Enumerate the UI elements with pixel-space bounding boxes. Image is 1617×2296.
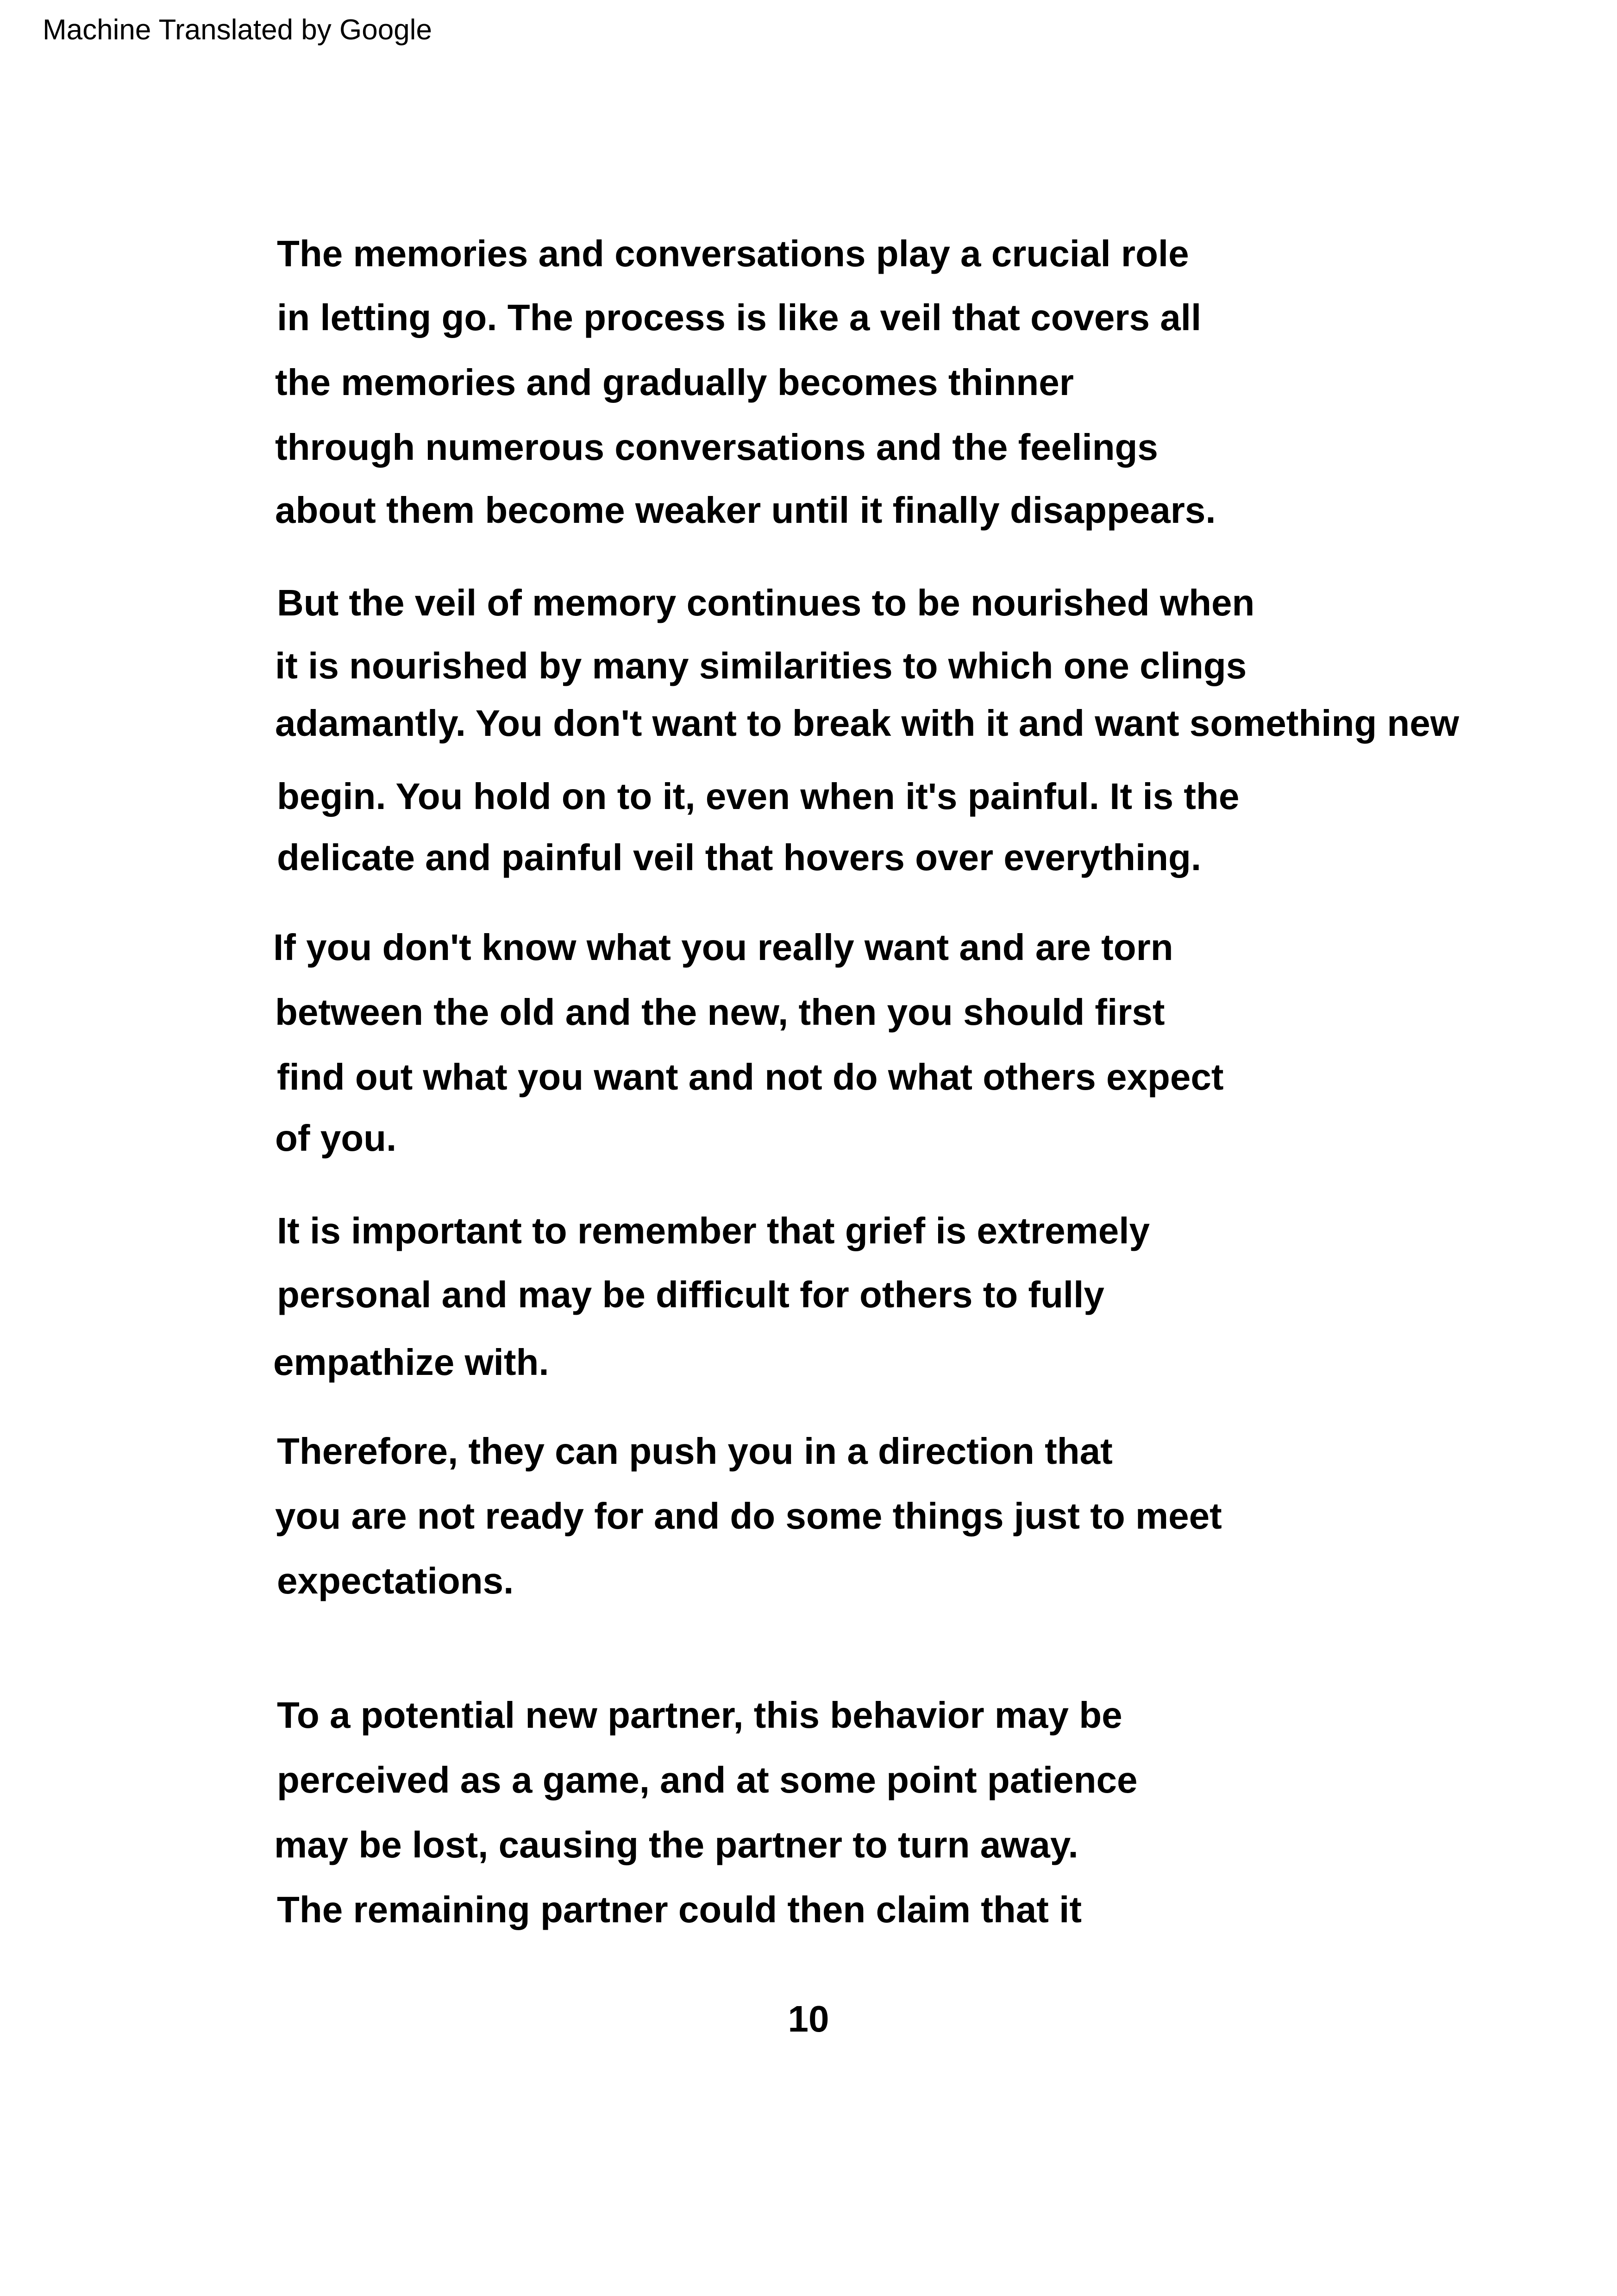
text-line: empathize with. [273,1342,549,1383]
text-line: of you. [275,1117,397,1159]
text-line: It is important to remember that grief is extremely [277,1210,1150,1251]
text-line: you are not ready for and do some things just to meet [275,1495,1222,1537]
text-line: the memories and gradually becomes thinner [275,362,1074,403]
text-line: find out what you want and not do what others expect [277,1056,1224,1098]
text-line: about them become weaker until it finally disappears. [275,489,1216,531]
text-line: begin. You hold on to it, even when it's painful. It is the [277,776,1240,817]
text-line: The memories and conversations play a crucial role [277,233,1189,274]
text-line: may be lost, causing the partner to turn away. [274,1824,1078,1865]
text-line: delicate and painful veil that hovers over everything. [277,837,1202,878]
text-line: The remaining partner could then claim that it [277,1889,1082,1930]
text-line: personal and may be difficult for others to fully [277,1274,1104,1315]
text-line: it is nourished by many similarities to which one clings [275,645,1247,686]
text-line: in letting go. The process is like a veil that covers all [277,297,1202,338]
text-line: But the veil of memory continues to be nourished when [277,582,1255,623]
text-line: To a potential new partner, this behavior may be [277,1694,1122,1736]
text-line: through numerous conversations and the feelings [275,427,1158,468]
text-line: adamantly. You don't want to break with it and want something new [275,703,1459,744]
text-line: expectations. [277,1560,514,1601]
page-number: 10 [788,1998,829,2039]
text-line: Therefore, they can push you in a direction that [277,1430,1113,1472]
machine-translation-notice: Machine Translated by Google [43,14,432,46]
text-line: between the old and the new, then you should first [275,991,1165,1033]
text-line: If you don't know what you really want and are torn [273,927,1173,968]
text-line: perceived as a game, and at some point patience [277,1759,1138,1800]
